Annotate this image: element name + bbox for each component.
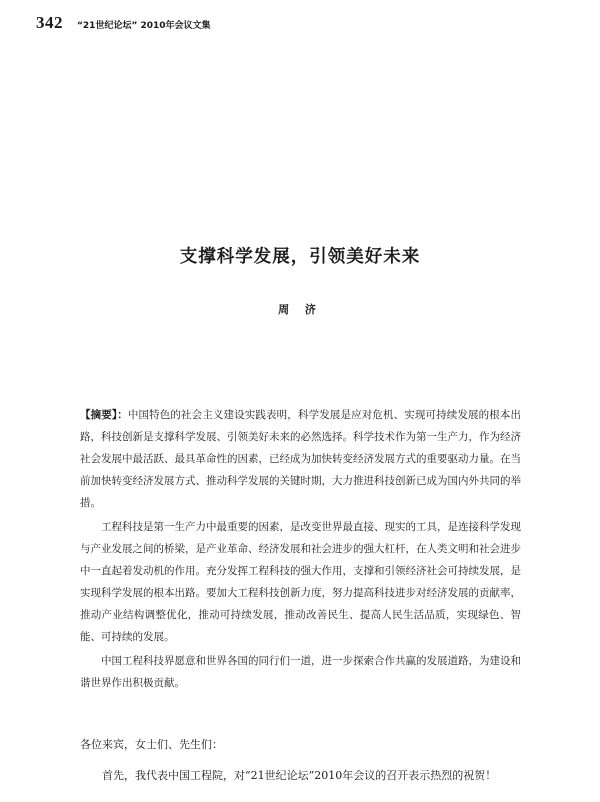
- article-author: 周 济: [278, 303, 322, 316]
- speech-opening: 首先，我代表中国工程院，对“21世纪论坛”2010年会议的召开表示热烈的祝贺！: [102, 769, 497, 782]
- abstract-paragraph: [80, 404, 521, 514]
- abstract-section: [80, 404, 521, 696]
- page-header: [36, 13, 211, 33]
- abstract-paragraph-text: 中国特色的社会主义建设实践表明，科学发展是应对危机、实现可持续发展的根本出路，科技创新是支撑科学发展、引领美好未来的必然选择。科学技术作为第一生产力，作为经济社会发展中最活跃、最具革命性的因素，已经成为加快转变经济发展方式的重要驱动力量。在当前加快转变经济发展方式、推动科学发展的关键时期，大力推进科技创新已成为国内外共同的举措。: [80, 409, 521, 509]
- abstract-paragraph: 工程科技是第一生产力中最重要的因素，是改变世界最直接、现实的工具，是连接科学发现与产业发展之间的桥梁，是产业革命、经济发展和社会进步的强大杠杆，在人类文明和社会进步中一直起着发动机的作用。充分发挥工程科技的强大作用，支撑和引领经济社会可持续发展，是实现科学发展的根本出路。要加大工程科技创新力度，努力提高科技进步对经济发展的贡献率，推动产业结构调整优化，推动可持续发展，推动改善民生、提高人民生活品质，实现绿色、智能、可持续的发展。: [80, 521, 521, 643]
- running-head: “21世纪论坛” 2010年会议文集: [77, 21, 211, 31]
- page-number: 342: [36, 13, 63, 32]
- speech-greeting: 各位来宾，女士们、先生们：: [80, 738, 223, 751]
- abstract-label: 【摘要】：: [80, 409, 128, 421]
- abstract-paragraph: 中国工程科技界愿意和世界各国的同行们一道，进一步探索合作共赢的发展道路，为建设和谐世界作出积极贡献。: [80, 655, 521, 689]
- speech-body: [80, 729, 520, 791]
- article-title: 支撑科学发展，引领美好未来: [179, 247, 421, 267]
